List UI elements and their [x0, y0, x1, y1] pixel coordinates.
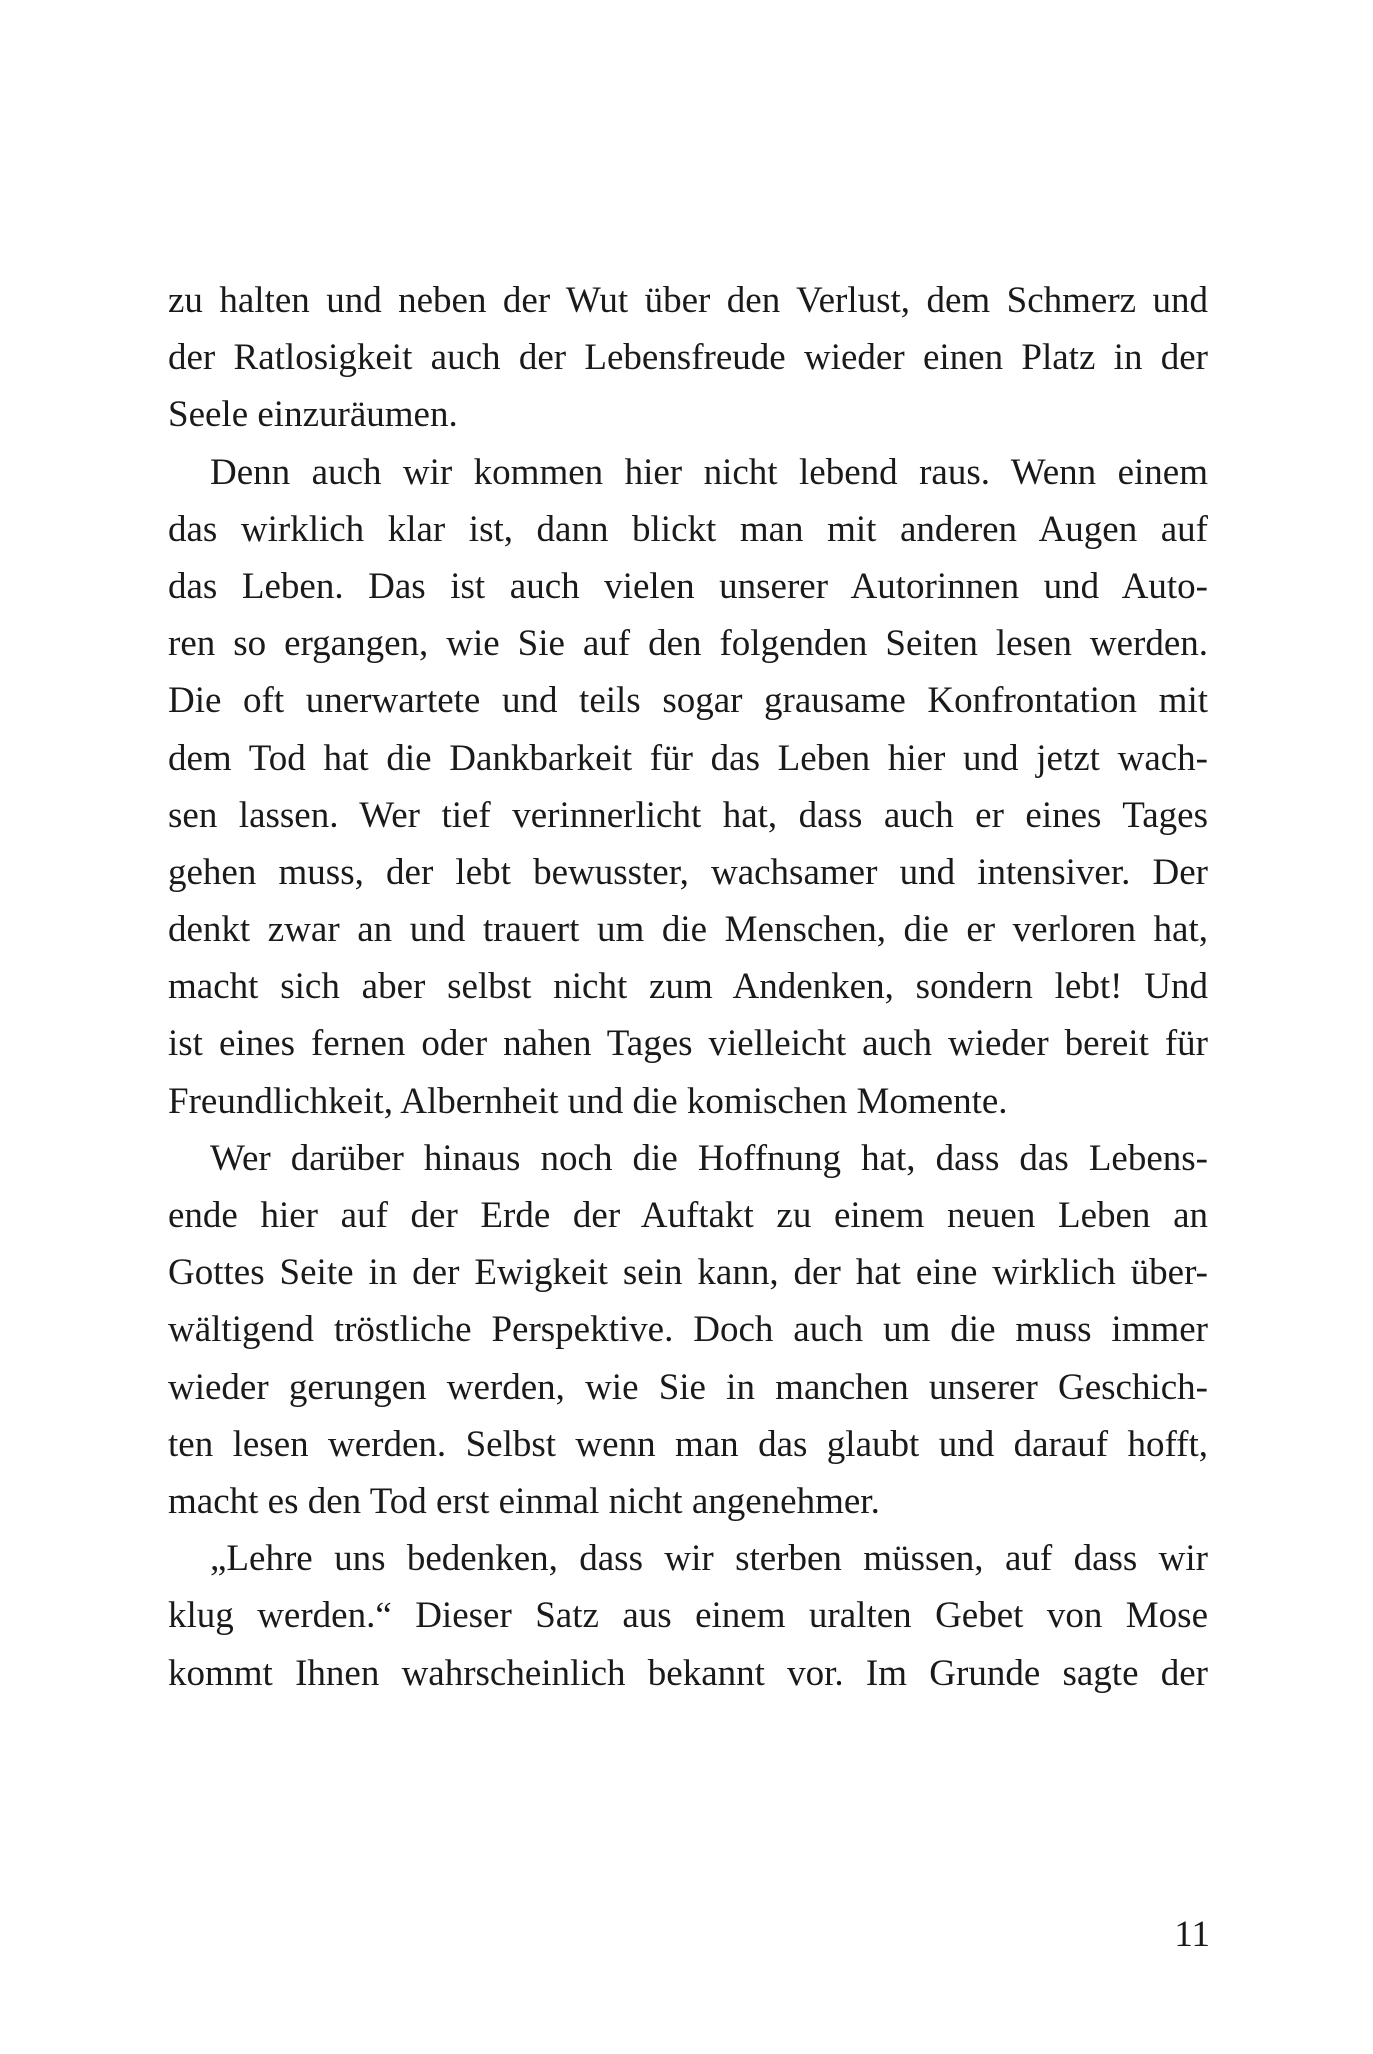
text-line: „Lehre uns bedenken, dass wir sterben müssen, auf dass wir: [210, 1538, 1208, 1580]
text-line: Denn auch wir kommen hier nicht lebend raus. Wenn einem: [210, 451, 1208, 493]
text-line: kommt Ihnen wahrscheinlich bekannt vor. Im Grunde sagte der: [168, 1652, 1208, 1694]
text-line: Freundlichkeit, Albernheit und die komischen Momente.: [168, 1080, 1008, 1122]
text-line: der Ratlosigkeit auch der Lebensfreude wieder einen Platz in der: [168, 337, 1208, 379]
text-line: Die oft unerwartete und teils sogar grausame Konfrontation mit: [168, 680, 1208, 722]
text-line: das wirklich klar ist, dann blickt man mit anderen Augen auf: [168, 508, 1208, 550]
text-line: zu halten und neben der Wut über den Verlust, dem Schmerz und: [168, 280, 1208, 321]
text-line: ten lesen werden. Selbst wenn man das glaubt und darauf hofft,: [168, 1423, 1208, 1465]
text-line: wältigend tröstliche Perspektive. Doch auch um die muss immer: [168, 1309, 1208, 1351]
text-line: macht sich aber selbst nicht zum Andenken, sondern lebt! Und: [168, 966, 1208, 1008]
text-line: ist eines fernen oder nahen Tages vielleicht auch wieder bereit für: [168, 1023, 1208, 1065]
text-line: dem Tod hat die Dankbarkeit für das Leben hier und jetzt wach-: [168, 737, 1208, 779]
page-number: 11: [1174, 1914, 1210, 1955]
body-text: [168, 272, 1208, 1702]
text-line: das Leben. Das ist auch vielen unserer Autorinnen und Auto-: [168, 565, 1208, 607]
text-line: Gottes Seite in der Ewigkeit sein kann, der hat eine wirklich über-: [168, 1252, 1208, 1294]
text-line: denkt zwar an und trauert um die Menschen, die er verloren hat,: [168, 909, 1208, 951]
text-line: wieder gerungen werden, wie Sie in manchen unserer Geschich-: [168, 1366, 1208, 1408]
text-line: gehen muss, der lebt bewusster, wachsamer und intensiver. Der: [168, 851, 1208, 893]
text-line: Seele einzuräumen.: [168, 394, 458, 436]
text-line: sen lassen. Wer tief verinnerlicht hat, dass auch er eines Tages: [168, 794, 1208, 836]
text-line: macht es den Tod erst einmal nicht angenehmer.: [168, 1480, 880, 1522]
text-line: klug werden.“ Dieser Satz aus einem uralten Gebet von Mose: [168, 1595, 1208, 1637]
text-line: ende hier auf der Erde der Auftakt zu einem neuen Leben an: [168, 1195, 1208, 1236]
text-line: ren so ergangen, wie Sie auf den folgenden Seiten lesen werden.: [168, 623, 1208, 665]
text-line: Wer darüber hinaus noch die Hoffnung hat, dass das Lebens-: [210, 1137, 1208, 1179]
